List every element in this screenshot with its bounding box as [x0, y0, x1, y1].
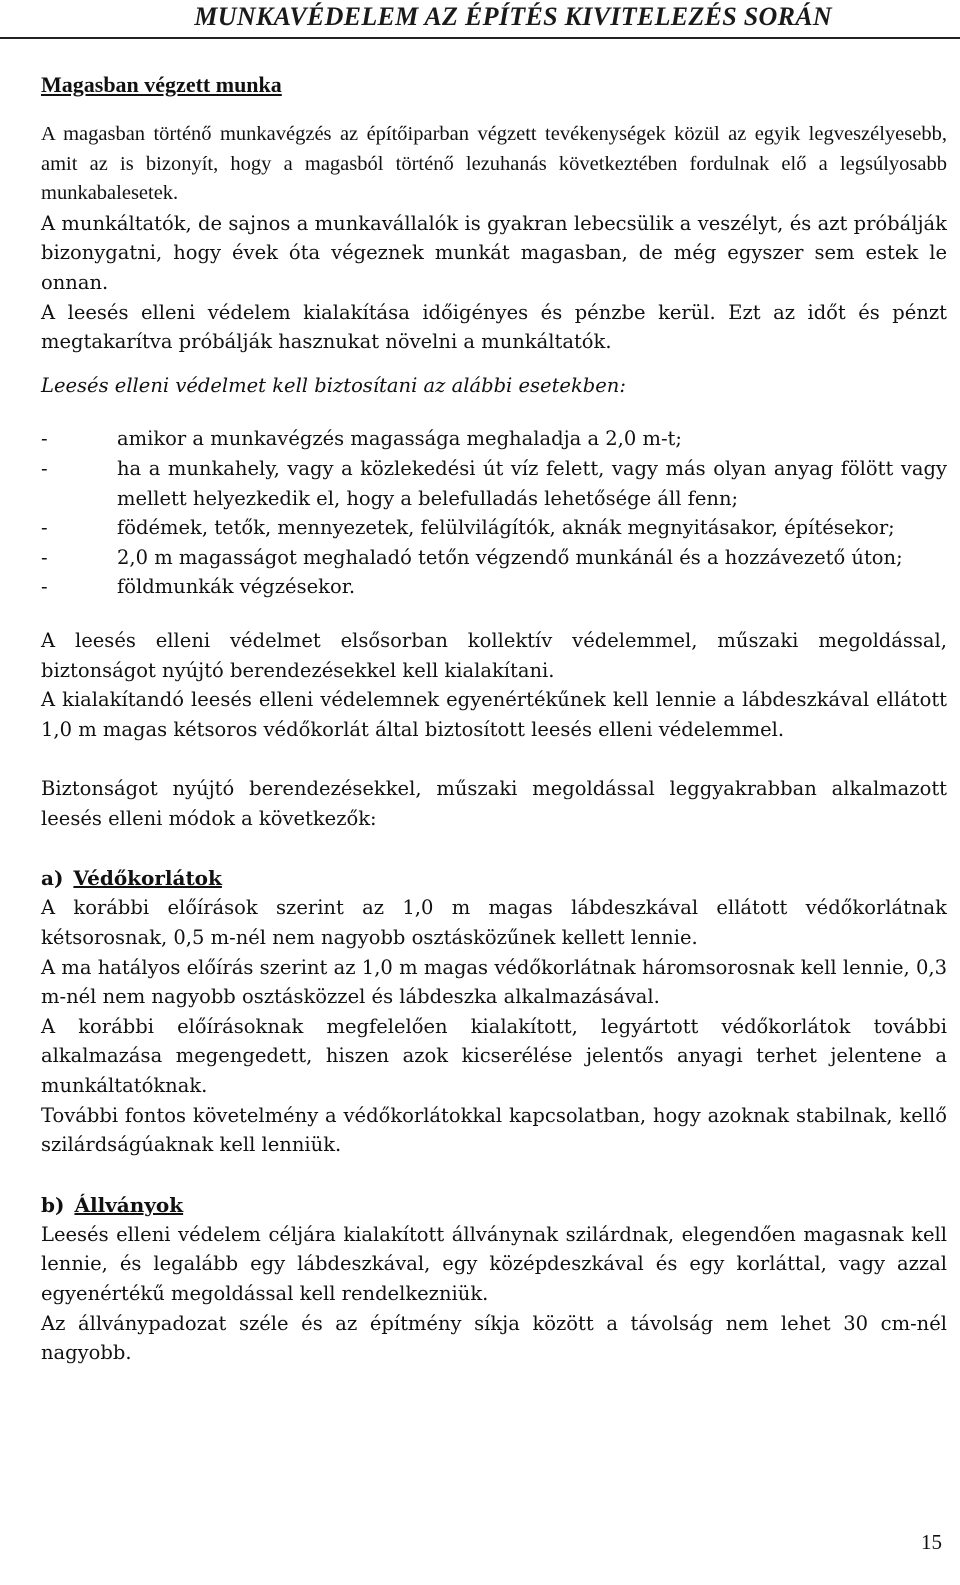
section-title: Magasban végzett munka [41, 72, 282, 97]
guardrails-paragraph-2: A ma hatályos előírás szerint az 1,0 m magas védőkorlátnak háromsorosnak kell lennie, 0,3 m-nél nem nagyobb osztásközzel és lábdeszka alkalmazásával. [41, 955, 947, 1009]
protection-paragraph-1: A leesés elleni védelmet elsősorban kollektív védelemmel, műszaki megoldással, biztonságot nyújtó berendezésekkel kell kialakítani. [41, 628, 947, 682]
page-number: 15 [921, 1530, 942, 1554]
list-item [41, 572, 947, 602]
dash-bullet: - [41, 516, 48, 540]
list-item-text: ha a munkahely, vagy a közlekedési út víz felett, vagy más olyan anyag fölött vagy mellett helyezkedik el, hogy a belefulladás lehetősége áll fenn; [117, 456, 947, 510]
guardrails-paragraph-3: A korábbi előírásoknak megfelelően kialakított, legyártott védőkorlátok további alkalmazása megengedett, hiszen azok kicserélése jelentős anyagi terhet jelentene a munkáltatóknak. [41, 1014, 947, 1098]
list-item [41, 454, 947, 513]
list-item [41, 513, 947, 543]
list-item-text: amikor a munkavégzés magassága meghaladja a 2,0 m-t; [117, 427, 682, 451]
page-content [41, 70, 947, 1368]
protection-paragraph-2: A kialakítandó leesés elleni védelemnek egyenértékűnek kell lennie a lábdeszkával ellátott 1,0 m magas kétsoros védőkorlát által biztosított leesés elleni védelemmel. [41, 688, 947, 741]
list-item [41, 424, 947, 454]
cases-lead: Leesés elleni védelmet kell biztosítani az alábbi esetekben: [41, 373, 626, 397]
guardrails-paragraph-1: A korábbi előírások szerint az 1,0 m magas lábdeszkával ellátott védőkorlátnak kétsorosnak, 0,5 m-nél nem nagyobb osztásközűnek kellett lennie. [41, 896, 947, 950]
dash-bullet: - [41, 427, 48, 451]
cases-list [41, 424, 947, 602]
intro-paragraph-1: A magasban történő munkavégzés az építőiparban végzett tevékenységek közül az egyik legveszélyesebb, amit az is bizonyít, hogy a magasból történő lezuhanás következtében fordulnak elő a legsúlyosabb munkabalesetek. [41, 123, 947, 205]
guardrails-letter: a) [41, 866, 64, 891]
header-title: MUNKAVÉDELEM AZ ÉPÍTÉS KIVITELEZÉS SORÁN [194, 2, 832, 31]
protection-paragraph-3: Biztonságot nyújtó berendezésekkel, műszaki megoldással leggyakrabban alkalmazott leesés elleni módok a következők: [41, 777, 947, 830]
guardrails-paragraph-4: További fontos követelmény a védőkorlátokkal kapcsolatban, hogy azoknak stabilnak, kellő szilárdságúaknak kell lenniük. [41, 1103, 947, 1157]
guardrails-title: Védőkorlátok [73, 866, 222, 891]
list-item-text: földmunkák végzésekor. [117, 575, 356, 599]
dash-bullet: - [41, 545, 48, 569]
list-item-text: 2,0 m magasságot meghaladó tetőn végzendő munkánál és a hozzávezető úton; [117, 545, 903, 569]
scaffolding-letter: b) [41, 1192, 65, 1217]
scaffolding-paragraph-1: Leesés elleni védelem céljára kialakított állványnak szilárdnak, elegendően magasnak kell lennie, és legalább egy lábdeszkával, egy középdeszkával és egy korláttal, vagy azzal egyenértékű megoldással kell rendelkezniük. [41, 1222, 947, 1305]
dash-bullet: - [41, 575, 48, 599]
guardrails-heading [41, 863, 947, 893]
scaffolding-heading [41, 1190, 947, 1220]
list-item-text: födémek, tetők, mennyezetek, felülvilágítók, aknák megnyitásakor, építésekor; [117, 516, 895, 540]
dash-bullet: - [41, 456, 48, 480]
intro-paragraph-3: A leesés elleni védelem kialakítása időigényes és pénzbe kerül. Ezt az időt és pénzt megtakarítva próbálják hasznukat növelni a munkáltatók. [41, 300, 947, 354]
intro-paragraph-2: A munkáltatók, de sajnos a munkavállalók is gyakran lebecsülik a veszélyt, és azt próbálják bizonygatni, hogy évek óta végeznek munkát magasban, de még egyszer sem estek le onnan. [41, 211, 947, 294]
list-item [41, 543, 947, 573]
page-header [0, 0, 960, 39]
scaffolding-title: Állványok [74, 1192, 184, 1217]
scaffolding-paragraph-2: Az állványpadozat széle és az építmény síkja között a távolság nem lehet 30 cm-nél nagyobb. [41, 1311, 947, 1365]
